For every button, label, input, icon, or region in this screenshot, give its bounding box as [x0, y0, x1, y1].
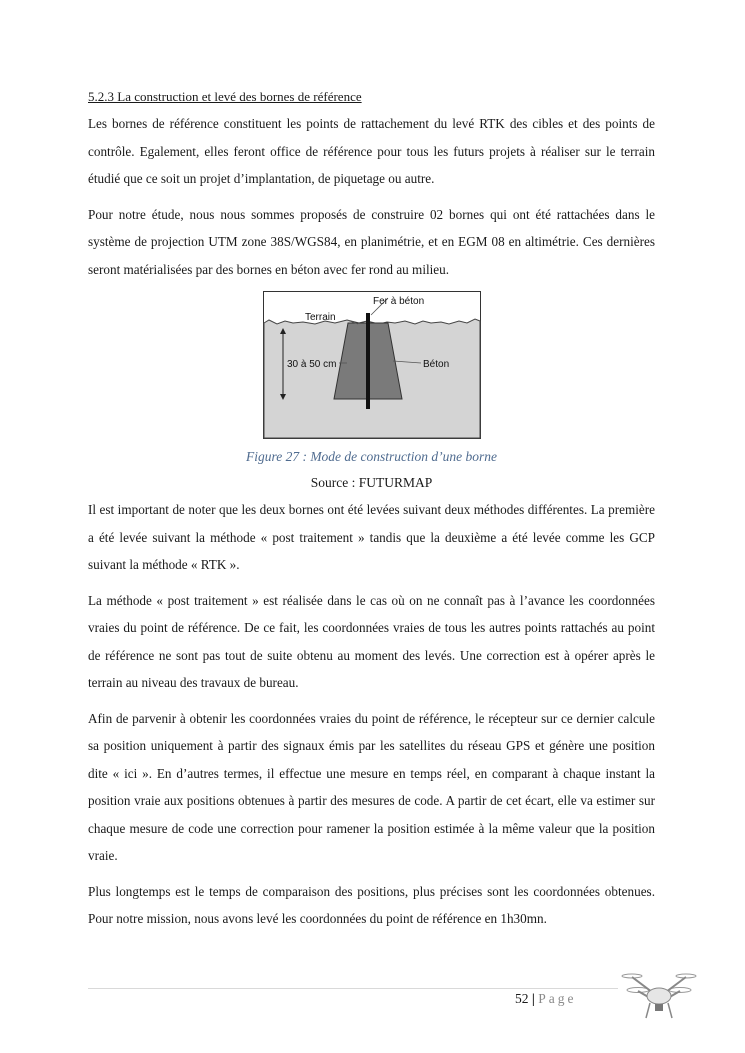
page-separator: |	[531, 991, 535, 1006]
footer-divider	[88, 988, 618, 989]
page-footer	[515, 991, 576, 1007]
figure-block	[88, 291, 655, 496]
paragraph-4: La méthode « post traitement » est réalisée dans le cas où on ne connaît pas à l’avance les coordonnées vraies du point de référence. De ce fait, les coordonnées vraies de tous les autres points rattachés au point de référence ne sont pas tout de suite obtenu au moment des levés. Une correction est à opérer après le terrain au niveau des travaux de bureau.	[88, 592, 655, 690]
figure-source: Source : FUTURMAP	[310, 475, 433, 490]
borne-diagram	[263, 291, 481, 439]
paragraph-5: Afin de parvenir à obtenir les coordonnées vraies du point de référence, le récepteur sur ce dernier calcule sa position uniquement à partir des signaux émis par les satellites du réseau GPS et génère une position dite « ici ». En d’autres termes, il effectue une mesure en temps réel, en comparant à chaque instant la position vraie aux positions obtenues à partir des mesures de code. A partir de cet écart, elle va estimer sur chaque mesure de code une correction pour ramener la position estimée à la même valeur que la position vraie.	[88, 710, 655, 863]
label-fer: Fer à béton	[373, 296, 425, 307]
paragraph-6: Plus longtemps est le temps de comparaison des positions, plus précises sont les coordonnées obtenues. Pour notre mission, nous avons levé les coordonnées du point de référence en 1h30mn.	[88, 883, 655, 926]
page-number: 52	[515, 991, 529, 1006]
label-depth: 30 à 50 cm	[287, 359, 337, 370]
paragraph-3: Il est important de noter que les deux bornes ont été levées suivant deux méthodes différentes. La première a été levée suivant la méthode « post traitement » tandis que la deuxième a été levée comme les GCP suivant la méthode « RTK ».	[88, 502, 655, 572]
page-content	[88, 88, 655, 941]
rebar-rod	[366, 313, 370, 409]
drone-icon	[620, 968, 698, 1024]
paragraph-2: Pour notre étude, nous nous sommes proposés de construire 02 bornes qui ont été rattachées dans le système de projection UTM zone 38S/WGS84, en planimétrie, et en EGM 08 en altimétrie. Ces dernières seront matérialisées par des bornes en béton avec fer rond au milieu.	[88, 206, 655, 277]
label-terrain: Terrain	[305, 312, 336, 323]
label-beton: Béton	[423, 359, 450, 370]
page-label: Page	[538, 991, 577, 1006]
figure-caption: Figure 27 : Mode de construction d’une borne	[245, 449, 498, 464]
section-heading: 5.2.3 La construction et levé des bornes de référence	[88, 89, 362, 104]
paragraph-1: Les bornes de référence constituent les points de rattachement du levé RTK des cibles et des points de contrôle. Egalement, elles feront office de référence pour tous les futurs projets à réaliser sur le terrain étudié que ce soit un projet d’implantation, de piquetage ou autre.	[88, 116, 655, 186]
